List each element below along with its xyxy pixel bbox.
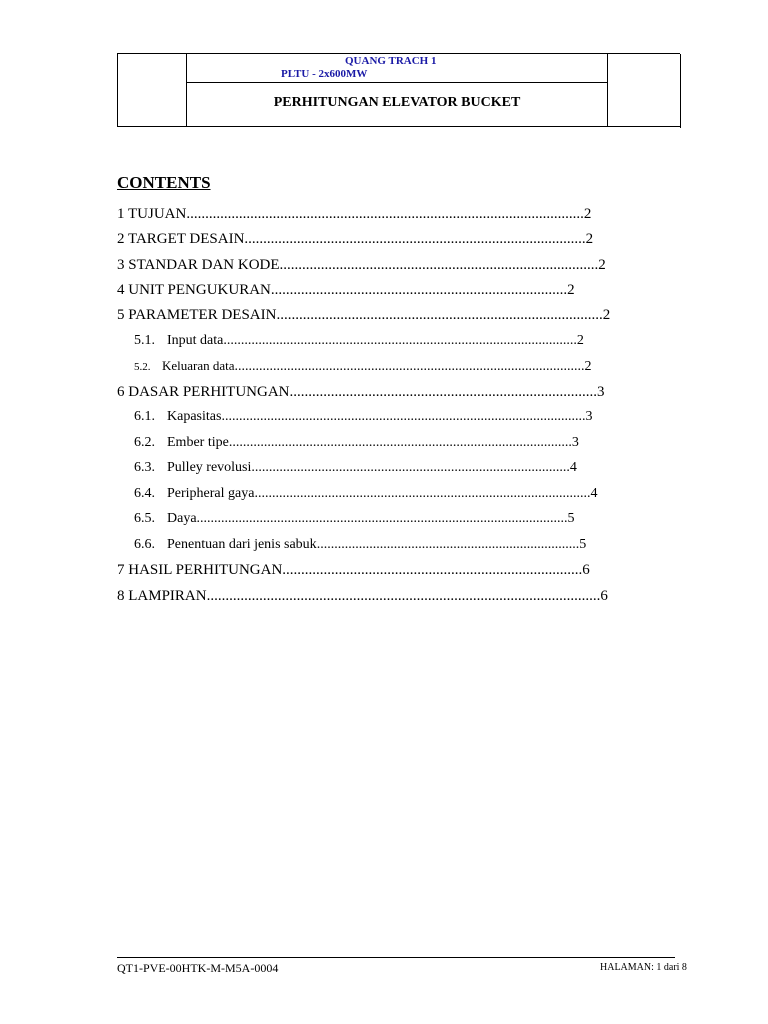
toc-entry-number: 6 <box>117 384 125 400</box>
toc-entry-number: 6.1. <box>134 409 155 424</box>
toc-page-number: 2 <box>567 282 575 298</box>
toc-entry-title: Ember tipe <box>167 435 229 450</box>
plant-name: PLTU - 2x600MW <box>281 68 368 80</box>
toc-entry-title: Kapasitas <box>167 409 222 424</box>
toc-entry-number: 6.2. <box>134 435 155 450</box>
toc-entry-2[interactable] <box>117 230 593 248</box>
toc-entry-title: Pulley revolusi <box>167 460 252 475</box>
header-divider-left <box>186 54 187 127</box>
toc-entry-number: 5.2. <box>134 361 151 373</box>
contents-heading: CONTENTS <box>117 173 211 192</box>
toc-dot-leader: ................................................................................ <box>282 562 583 578</box>
header-divider-right <box>607 54 608 127</box>
toc-entry-8[interactable] <box>117 587 608 605</box>
toc-entry-title: TUJUAN <box>127 206 187 222</box>
toc-page-number: 5 <box>579 537 587 552</box>
toc-entry-number: 6.6. <box>134 537 155 552</box>
toc-dot-leader: ........................................................................................... <box>251 460 570 475</box>
project-name: QUANG TRACH 1 <box>345 55 437 67</box>
toc-entry-6-2[interactable] <box>134 434 579 452</box>
toc-entry-6-4[interactable] <box>134 485 597 503</box>
toc-entry-number: 8 <box>117 588 125 604</box>
toc-page-number: 4 <box>569 460 577 475</box>
toc-page-number: 6 <box>582 562 590 578</box>
toc-entry-5[interactable] <box>117 306 610 324</box>
toc-page-number: 2 <box>585 231 594 247</box>
header-divider-edge <box>680 54 681 128</box>
toc-dot-leader: ..................................................................................................... <box>223 333 577 348</box>
toc-dot-leader: .................................................................................................. <box>228 435 572 450</box>
toc-entry-title: HASIL PERHITUNGAN <box>128 562 283 578</box>
toc-entry-7[interactable] <box>117 561 590 579</box>
toc-dot-leader: ....................................................................................... <box>276 307 603 323</box>
toc-entry-5-2[interactable] <box>134 357 592 376</box>
toc-entry-6-6[interactable] <box>134 536 586 554</box>
toc-entry-title: DASAR PERHITUNGAN <box>128 384 290 400</box>
toc-page-number: 2 <box>576 333 584 348</box>
toc-entry-5-1[interactable] <box>134 332 584 350</box>
toc-entry-number: 5.1. <box>134 333 155 348</box>
toc-entry-6-5[interactable] <box>134 510 575 528</box>
toc-entry-title: UNIT PENGUKURAN <box>128 282 271 298</box>
toc-dot-leader: .................................................................................. <box>289 384 598 400</box>
toc-dot-leader: ............................................................................... <box>270 282 568 298</box>
toc-page-number: 5 <box>567 511 575 526</box>
toc-page-number: 2 <box>602 307 611 323</box>
page-indicator: HALAMAN: 1 dari 8 <box>600 962 687 973</box>
toc-entry-6-3[interactable] <box>134 459 577 477</box>
toc-entry-title: Peripheral gaya <box>167 486 255 501</box>
toc-entry-number: 5 <box>117 307 125 323</box>
toc-entry-number: 4 <box>117 282 125 298</box>
toc-entry-title: Penentuan dari jenis sabuk <box>167 537 317 552</box>
toc-entry-3[interactable] <box>117 256 606 274</box>
document-header-box <box>117 53 680 127</box>
toc-dot-leader: ........................................................................................................ <box>221 409 586 424</box>
toc-page-number: 6 <box>600 588 608 604</box>
toc-dot-leader: .................................................................................................... <box>234 359 585 374</box>
toc-entry-number: 3 <box>117 257 125 273</box>
toc-entry-number: 6.5. <box>134 511 155 526</box>
toc-entry-number: 2 <box>117 231 125 247</box>
toc-entry-title: Keluaran data <box>162 358 235 373</box>
toc-dot-leader: ......................................................................................................... <box>206 588 601 604</box>
toc-dot-leader: ................................................................................................ <box>254 486 591 501</box>
toc-entry-number: 7 <box>117 562 125 578</box>
document-number: QT1-PVE-00HTK-M-M5A-0004 <box>117 961 279 975</box>
toc-entry-title: STANDAR DAN KODE <box>128 257 280 273</box>
toc-entry-title: Daya <box>167 511 197 526</box>
footer-rule <box>117 957 675 958</box>
toc-page-number: 2 <box>598 257 606 273</box>
toc-dot-leader: .......................................................................................................... <box>196 511 568 526</box>
toc-page-number: 4 <box>590 486 598 501</box>
toc-page-number: 3 <box>571 435 579 450</box>
toc-entry-title: TARGET DESAIN <box>127 231 245 247</box>
toc-page-number: 3 <box>585 409 593 424</box>
toc-entry-title: LAMPIRAN <box>128 588 207 604</box>
toc-page-number: 3 <box>597 384 605 400</box>
toc-dot-leader: ........................................................................... <box>316 537 580 552</box>
toc-entry-4[interactable] <box>117 281 575 299</box>
toc-entry-title: PARAMETER DESAIN <box>128 307 277 323</box>
toc-entry-number: 1 <box>117 206 125 222</box>
toc-page-number: 2 <box>584 359 592 374</box>
toc-page-number: 2 <box>583 206 592 222</box>
toc-entry-6-1[interactable] <box>134 408 592 426</box>
document-title: PERHITUNGAN ELEVATOR BUCKET <box>273 95 521 110</box>
toc-entry-6[interactable] <box>117 383 605 401</box>
toc-entry-1[interactable] <box>117 205 591 223</box>
toc-entry-number: 6.4. <box>134 486 155 501</box>
toc-entry-number: 6.3. <box>134 460 155 475</box>
toc-entry-title: Input data <box>167 333 224 348</box>
toc-dot-leader: ..................................................................................... <box>279 257 599 273</box>
toc-dot-leader: .......................................................................................................... <box>186 206 584 222</box>
toc-dot-leader: ........................................................................................... <box>244 231 586 247</box>
header-divider-middle <box>186 82 608 83</box>
